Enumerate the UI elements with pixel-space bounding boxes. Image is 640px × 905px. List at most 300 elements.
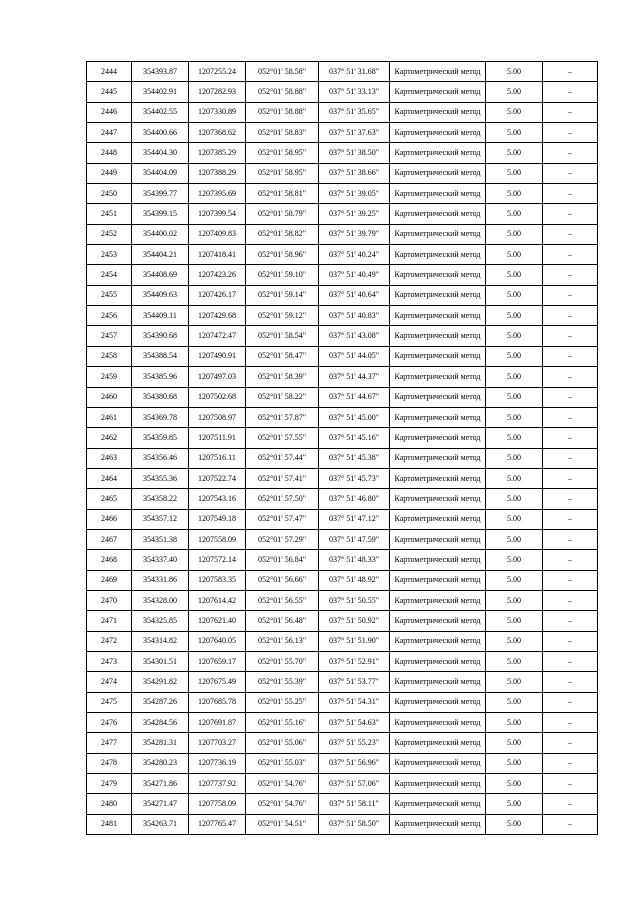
y-coordinate-cell: 1207659.17 <box>189 651 246 671</box>
longitude-cell: 037° 51' 35.65" <box>319 102 390 122</box>
accuracy-cell: 5.00 <box>486 753 543 773</box>
point-number-cell: 2444 <box>87 62 132 82</box>
note-cell: – <box>543 407 598 427</box>
y-coordinate-cell: 1207516.11 <box>189 448 246 468</box>
document-page <box>86 61 597 835</box>
method-cell: Картометрический метод <box>390 265 486 285</box>
method-cell: Картометрический метод <box>390 529 486 549</box>
method-cell: Картометрический метод <box>390 651 486 671</box>
y-coordinate-cell: 1207703.27 <box>189 733 246 753</box>
note-cell: – <box>543 590 598 610</box>
note-cell: – <box>543 468 598 488</box>
latitude-cell: 052°01' 58.83" <box>246 123 319 143</box>
point-number-cell: 2460 <box>87 387 132 407</box>
latitude-cell: 052°01' 58.88" <box>246 82 319 102</box>
method-cell: Картометрический метод <box>390 713 486 733</box>
latitude-cell: 052°01' 55.70" <box>246 651 319 671</box>
method-cell: Картометрический метод <box>390 611 486 631</box>
note-cell: – <box>543 794 598 814</box>
longitude-cell: 037° 51' 58.11" <box>319 794 390 814</box>
latitude-cell: 052°01' 58.79" <box>246 204 319 224</box>
y-coordinate-cell: 1207765.47 <box>189 814 246 834</box>
x-coordinate-cell: 354408.69 <box>132 265 189 285</box>
point-number-cell: 2478 <box>87 753 132 773</box>
accuracy-cell: 5.00 <box>486 570 543 590</box>
table-row <box>87 590 598 610</box>
note-cell: – <box>543 672 598 692</box>
table-row <box>87 651 598 671</box>
y-coordinate-cell: 1207614.42 <box>189 590 246 610</box>
longitude-cell: 037° 51' 39.05" <box>319 184 390 204</box>
longitude-cell: 037° 51' 45.73" <box>319 468 390 488</box>
y-coordinate-cell: 1207558.09 <box>189 529 246 549</box>
longitude-cell: 037° 51' 38.66" <box>319 163 390 183</box>
point-number-cell: 2467 <box>87 529 132 549</box>
table-row <box>87 814 598 834</box>
table-row <box>87 529 598 549</box>
longitude-cell: 037° 51' 54.31" <box>319 692 390 712</box>
x-coordinate-cell: 354402.91 <box>132 82 189 102</box>
longitude-cell: 037° 51' 50.92" <box>319 611 390 631</box>
y-coordinate-cell: 1207583.35 <box>189 570 246 590</box>
longitude-cell: 037° 51' 44.67" <box>319 387 390 407</box>
point-number-cell: 2473 <box>87 651 132 671</box>
method-cell: Картометрический метод <box>390 407 486 427</box>
x-coordinate-cell: 354331.86 <box>132 570 189 590</box>
point-number-cell: 2451 <box>87 204 132 224</box>
longitude-cell: 037° 51' 55.23" <box>319 733 390 753</box>
accuracy-cell: 5.00 <box>486 62 543 82</box>
note-cell: – <box>543 123 598 143</box>
note-cell: – <box>543 611 598 631</box>
accuracy-cell: 5.00 <box>486 143 543 163</box>
y-coordinate-cell: 1207497.03 <box>189 367 246 387</box>
x-coordinate-cell: 354314.82 <box>132 631 189 651</box>
y-coordinate-cell: 1207330.89 <box>189 102 246 122</box>
x-coordinate-cell: 354385.96 <box>132 367 189 387</box>
x-coordinate-cell: 354281.31 <box>132 733 189 753</box>
method-cell: Картометрический метод <box>390 509 486 529</box>
x-coordinate-cell: 354393.87 <box>132 62 189 82</box>
x-coordinate-cell: 354287.26 <box>132 692 189 712</box>
point-number-cell: 2469 <box>87 570 132 590</box>
accuracy-cell: 5.00 <box>486 672 543 692</box>
x-coordinate-cell: 354325.85 <box>132 611 189 631</box>
y-coordinate-cell: 1207675.49 <box>189 672 246 692</box>
y-coordinate-cell: 1207409.83 <box>189 224 246 244</box>
longitude-cell: 037° 51' 45.38" <box>319 448 390 468</box>
y-coordinate-cell: 1207511.91 <box>189 428 246 448</box>
x-coordinate-cell: 354369.78 <box>132 407 189 427</box>
table-row <box>87 794 598 814</box>
y-coordinate-cell: 1207429.68 <box>189 306 246 326</box>
accuracy-cell: 5.00 <box>486 326 543 346</box>
longitude-cell: 037° 51' 39.79" <box>319 224 390 244</box>
method-cell: Картометрический метод <box>390 692 486 712</box>
point-number-cell: 2470 <box>87 590 132 610</box>
point-number-cell: 2481 <box>87 814 132 834</box>
x-coordinate-cell: 354301.51 <box>132 651 189 671</box>
point-number-cell: 2477 <box>87 733 132 753</box>
y-coordinate-cell: 1207395.69 <box>189 184 246 204</box>
table-row <box>87 102 598 122</box>
note-cell: – <box>543 163 598 183</box>
method-cell: Картометрический метод <box>390 62 486 82</box>
latitude-cell: 052°01' 56.55" <box>246 590 319 610</box>
longitude-cell: 037° 51' 33.13" <box>319 82 390 102</box>
point-number-cell: 2453 <box>87 245 132 265</box>
accuracy-cell: 5.00 <box>486 529 543 549</box>
table-row <box>87 550 598 570</box>
latitude-cell: 052°01' 54.76" <box>246 794 319 814</box>
point-number-cell: 2472 <box>87 631 132 651</box>
point-number-cell: 2462 <box>87 428 132 448</box>
note-cell: – <box>543 184 598 204</box>
point-number-cell: 2471 <box>87 611 132 631</box>
method-cell: Картометрический метод <box>390 326 486 346</box>
longitude-cell: 037° 51' 40.24" <box>319 245 390 265</box>
x-coordinate-cell: 354388.54 <box>132 346 189 366</box>
point-number-cell: 2450 <box>87 184 132 204</box>
accuracy-cell: 5.00 <box>486 82 543 102</box>
x-coordinate-cell: 354399.77 <box>132 184 189 204</box>
y-coordinate-cell: 1207282.93 <box>189 82 246 102</box>
latitude-cell: 052°01' 58.47" <box>246 346 319 366</box>
table-row <box>87 489 598 509</box>
longitude-cell: 037° 51' 44.37" <box>319 367 390 387</box>
accuracy-cell: 5.00 <box>486 346 543 366</box>
table-row <box>87 672 598 692</box>
accuracy-cell: 5.00 <box>486 611 543 631</box>
longitude-cell: 037° 51' 39.25" <box>319 204 390 224</box>
y-coordinate-cell: 1207423.26 <box>189 265 246 285</box>
y-coordinate-cell: 1207572.14 <box>189 550 246 570</box>
accuracy-cell: 5.00 <box>486 224 543 244</box>
latitude-cell: 052°01' 57.50" <box>246 489 319 509</box>
table-row <box>87 62 598 82</box>
y-coordinate-cell: 1207736.19 <box>189 753 246 773</box>
note-cell: – <box>543 651 598 671</box>
point-number-cell: 2447 <box>87 123 132 143</box>
note-cell: – <box>543 489 598 509</box>
point-number-cell: 2463 <box>87 448 132 468</box>
longitude-cell: 037° 51' 38.50" <box>319 143 390 163</box>
latitude-cell: 052°01' 59.14" <box>246 285 319 305</box>
table-row <box>87 265 598 285</box>
method-cell: Картометрический метод <box>390 204 486 224</box>
accuracy-cell: 5.00 <box>486 306 543 326</box>
method-cell: Картометрический метод <box>390 102 486 122</box>
method-cell: Картометрический метод <box>390 672 486 692</box>
longitude-cell: 037° 51' 37.63" <box>319 123 390 143</box>
note-cell: – <box>543 204 598 224</box>
latitude-cell: 052°01' 58.58" <box>246 62 319 82</box>
y-coordinate-cell: 1207543.16 <box>189 489 246 509</box>
y-coordinate-cell: 1207472.47 <box>189 326 246 346</box>
note-cell: – <box>543 692 598 712</box>
latitude-cell: 052°01' 58.96" <box>246 245 319 265</box>
y-coordinate-cell: 1207640.05 <box>189 631 246 651</box>
method-cell: Картометрический метод <box>390 306 486 326</box>
method-cell: Картометрический метод <box>390 387 486 407</box>
y-coordinate-cell: 1207490.91 <box>189 346 246 366</box>
method-cell: Картометрический метод <box>390 590 486 610</box>
latitude-cell: 052°01' 55.06" <box>246 733 319 753</box>
longitude-cell: 037° 51' 52.91" <box>319 651 390 671</box>
note-cell: – <box>543 529 598 549</box>
longitude-cell: 037° 51' 57.06" <box>319 774 390 794</box>
latitude-cell: 052°01' 55.16" <box>246 713 319 733</box>
table-row <box>87 123 598 143</box>
point-number-cell: 2468 <box>87 550 132 570</box>
table-row <box>87 245 598 265</box>
x-coordinate-cell: 354271.86 <box>132 774 189 794</box>
table-row <box>87 407 598 427</box>
longitude-cell: 037° 51' 56.96" <box>319 753 390 773</box>
table-row <box>87 753 598 773</box>
table-row <box>87 285 598 305</box>
longitude-cell: 037° 51' 44.05" <box>319 346 390 366</box>
accuracy-cell: 5.00 <box>486 774 543 794</box>
accuracy-cell: 5.00 <box>486 407 543 427</box>
longitude-cell: 037° 51' 40.64" <box>319 285 390 305</box>
method-cell: Картометрический метод <box>390 123 486 143</box>
note-cell: – <box>543 245 598 265</box>
note-cell: – <box>543 570 598 590</box>
latitude-cell: 052°01' 56.66" <box>246 570 319 590</box>
accuracy-cell: 5.00 <box>486 733 543 753</box>
method-cell: Картометрический метод <box>390 224 486 244</box>
method-cell: Картометрический метод <box>390 143 486 163</box>
accuracy-cell: 5.00 <box>486 428 543 448</box>
x-coordinate-cell: 354400.02 <box>132 224 189 244</box>
point-number-cell: 2458 <box>87 346 132 366</box>
longitude-cell: 037° 51' 47.12" <box>319 509 390 529</box>
table-row <box>87 82 598 102</box>
table-row <box>87 428 598 448</box>
table-row <box>87 367 598 387</box>
table-body <box>87 62 598 835</box>
latitude-cell: 052°01' 58.95" <box>246 163 319 183</box>
point-number-cell: 2475 <box>87 692 132 712</box>
latitude-cell: 052°01' 58.39" <box>246 367 319 387</box>
x-coordinate-cell: 354358.22 <box>132 489 189 509</box>
latitude-cell: 052°01' 54.51" <box>246 814 319 834</box>
point-number-cell: 2456 <box>87 306 132 326</box>
latitude-cell: 052°01' 56.84" <box>246 550 319 570</box>
longitude-cell: 037° 51' 45.16" <box>319 428 390 448</box>
y-coordinate-cell: 1207368.62 <box>189 123 246 143</box>
note-cell: – <box>543 631 598 651</box>
point-number-cell: 2457 <box>87 326 132 346</box>
point-number-cell: 2474 <box>87 672 132 692</box>
longitude-cell: 037° 51' 51.90" <box>319 631 390 651</box>
latitude-cell: 052°01' 57.55" <box>246 428 319 448</box>
table-row <box>87 570 598 590</box>
y-coordinate-cell: 1207388.29 <box>189 163 246 183</box>
latitude-cell: 052°01' 58.81" <box>246 184 319 204</box>
table-row <box>87 204 598 224</box>
accuracy-cell: 5.00 <box>486 692 543 712</box>
x-coordinate-cell: 354404.30 <box>132 143 189 163</box>
accuracy-cell: 5.00 <box>486 713 543 733</box>
accuracy-cell: 5.00 <box>486 489 543 509</box>
longitude-cell: 037° 51' 47.59" <box>319 529 390 549</box>
method-cell: Картометрический метод <box>390 814 486 834</box>
latitude-cell: 052°01' 57.44" <box>246 448 319 468</box>
latitude-cell: 052°01' 58.22" <box>246 387 319 407</box>
y-coordinate-cell: 1207737.92 <box>189 774 246 794</box>
x-coordinate-cell: 354380.68 <box>132 387 189 407</box>
point-number-cell: 2452 <box>87 224 132 244</box>
x-coordinate-cell: 354328.00 <box>132 590 189 610</box>
latitude-cell: 052°01' 54.76" <box>246 774 319 794</box>
note-cell: – <box>543 774 598 794</box>
latitude-cell: 052°01' 58.95" <box>246 143 319 163</box>
note-cell: – <box>543 733 598 753</box>
note-cell: – <box>543 448 598 468</box>
point-number-cell: 2448 <box>87 143 132 163</box>
table-row <box>87 387 598 407</box>
latitude-cell: 052°01' 56.13" <box>246 631 319 651</box>
note-cell: – <box>543 428 598 448</box>
accuracy-cell: 5.00 <box>486 102 543 122</box>
coordinates-table <box>86 61 598 835</box>
accuracy-cell: 5.00 <box>486 509 543 529</box>
longitude-cell: 037° 51' 31.68" <box>319 62 390 82</box>
y-coordinate-cell: 1207758.09 <box>189 794 246 814</box>
x-coordinate-cell: 354355.36 <box>132 468 189 488</box>
method-cell: Картометрический метод <box>390 794 486 814</box>
accuracy-cell: 5.00 <box>486 814 543 834</box>
latitude-cell: 052°01' 59.12" <box>246 306 319 326</box>
latitude-cell: 052°01' 55.03" <box>246 753 319 773</box>
note-cell: – <box>543 367 598 387</box>
x-coordinate-cell: 354402.55 <box>132 102 189 122</box>
x-coordinate-cell: 354359.85 <box>132 428 189 448</box>
method-cell: Картометрический метод <box>390 428 486 448</box>
method-cell: Картометрический метод <box>390 448 486 468</box>
note-cell: – <box>543 143 598 163</box>
table-row <box>87 611 598 631</box>
method-cell: Картометрический метод <box>390 184 486 204</box>
point-number-cell: 2464 <box>87 468 132 488</box>
note-cell: – <box>543 346 598 366</box>
y-coordinate-cell: 1207399.54 <box>189 204 246 224</box>
point-number-cell: 2461 <box>87 407 132 427</box>
table-row <box>87 774 598 794</box>
point-number-cell: 2459 <box>87 367 132 387</box>
point-number-cell: 2449 <box>87 163 132 183</box>
x-coordinate-cell: 354409.11 <box>132 306 189 326</box>
accuracy-cell: 5.00 <box>486 468 543 488</box>
latitude-cell: 052°01' 58.88" <box>246 102 319 122</box>
table-row <box>87 509 598 529</box>
x-coordinate-cell: 354357.12 <box>132 509 189 529</box>
x-coordinate-cell: 354399.15 <box>132 204 189 224</box>
accuracy-cell: 5.00 <box>486 367 543 387</box>
x-coordinate-cell: 354390.68 <box>132 326 189 346</box>
y-coordinate-cell: 1207418.41 <box>189 245 246 265</box>
latitude-cell: 052°01' 57.47" <box>246 509 319 529</box>
latitude-cell: 052°01' 58.82" <box>246 224 319 244</box>
note-cell: – <box>543 550 598 570</box>
x-coordinate-cell: 354400.66 <box>132 123 189 143</box>
x-coordinate-cell: 354337.40 <box>132 550 189 570</box>
y-coordinate-cell: 1207621.40 <box>189 611 246 631</box>
latitude-cell: 052°01' 58.54" <box>246 326 319 346</box>
longitude-cell: 037° 51' 48.33" <box>319 550 390 570</box>
table-row <box>87 713 598 733</box>
method-cell: Картометрический метод <box>390 285 486 305</box>
method-cell: Картометрический метод <box>390 753 486 773</box>
longitude-cell: 037° 51' 50.55" <box>319 590 390 610</box>
method-cell: Картометрический метод <box>390 774 486 794</box>
latitude-cell: 052°01' 57.29" <box>246 529 319 549</box>
method-cell: Картометрический метод <box>390 570 486 590</box>
x-coordinate-cell: 354351.38 <box>132 529 189 549</box>
point-number-cell: 2465 <box>87 489 132 509</box>
longitude-cell: 037° 51' 53.77" <box>319 672 390 692</box>
note-cell: – <box>543 265 598 285</box>
accuracy-cell: 5.00 <box>486 631 543 651</box>
table-row <box>87 184 598 204</box>
accuracy-cell: 5.00 <box>486 651 543 671</box>
accuracy-cell: 5.00 <box>486 123 543 143</box>
longitude-cell: 037° 51' 58.50" <box>319 814 390 834</box>
y-coordinate-cell: 1207385.29 <box>189 143 246 163</box>
accuracy-cell: 5.00 <box>486 590 543 610</box>
method-cell: Картометрический метод <box>390 245 486 265</box>
x-coordinate-cell: 354263.71 <box>132 814 189 834</box>
note-cell: – <box>543 753 598 773</box>
point-number-cell: 2454 <box>87 265 132 285</box>
note-cell: – <box>543 509 598 529</box>
note-cell: – <box>543 102 598 122</box>
x-coordinate-cell: 354271.47 <box>132 794 189 814</box>
accuracy-cell: 5.00 <box>486 163 543 183</box>
method-cell: Картометрический метод <box>390 468 486 488</box>
longitude-cell: 037° 51' 54.63" <box>319 713 390 733</box>
longitude-cell: 037° 51' 40.83" <box>319 306 390 326</box>
table-row <box>87 733 598 753</box>
table-row <box>87 306 598 326</box>
method-cell: Картометрический метод <box>390 163 486 183</box>
table-row <box>87 468 598 488</box>
point-number-cell: 2446 <box>87 102 132 122</box>
longitude-cell: 037° 51' 45.00" <box>319 407 390 427</box>
table-row <box>87 692 598 712</box>
accuracy-cell: 5.00 <box>486 245 543 265</box>
table-row <box>87 224 598 244</box>
method-cell: Картометрический метод <box>390 733 486 753</box>
y-coordinate-cell: 1207685.78 <box>189 692 246 712</box>
note-cell: – <box>543 713 598 733</box>
note-cell: – <box>543 814 598 834</box>
point-number-cell: 2480 <box>87 794 132 814</box>
note-cell: – <box>543 82 598 102</box>
x-coordinate-cell: 354291.82 <box>132 672 189 692</box>
y-coordinate-cell: 1207691.87 <box>189 713 246 733</box>
y-coordinate-cell: 1207549.18 <box>189 509 246 529</box>
point-number-cell: 2445 <box>87 82 132 102</box>
accuracy-cell: 5.00 <box>486 387 543 407</box>
method-cell: Картометрический метод <box>390 346 486 366</box>
method-cell: Картометрический метод <box>390 631 486 651</box>
latitude-cell: 052°01' 56.48" <box>246 611 319 631</box>
latitude-cell: 052°01' 55.25" <box>246 692 319 712</box>
accuracy-cell: 5.00 <box>486 184 543 204</box>
